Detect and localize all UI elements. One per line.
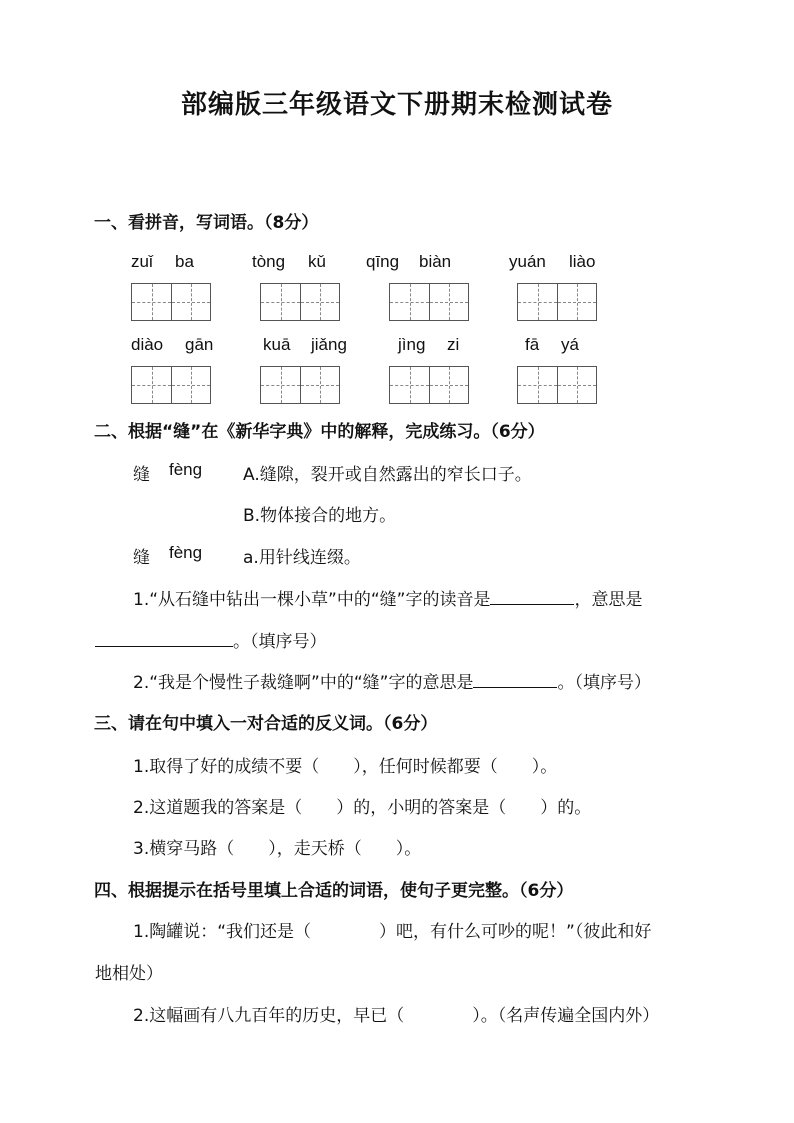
question-3-3: 3.横穿马路（ ），走天桥（ ）。 [133,839,422,859]
pinyin-2-b: kǔ [308,252,326,271]
writing-grid[interactable] [260,366,340,404]
pinyin-7-a: jìng [398,335,426,354]
pinyin-1-b: ba [175,252,194,271]
section-2-heading: 二、根据“缝”在《新华字典》中的解释，完成练习。（6分） [94,422,545,442]
writing-grid[interactable] [517,283,597,321]
writing-grid[interactable] [131,283,211,321]
question-4-1: 1.陶罐说：“我们还是（ ）吧，有什么可吵的呢！”（彼此和好 [133,922,652,942]
answer-blank[interactable] [490,588,574,605]
pinyin-3-b: biàn [419,252,452,271]
writing-grid[interactable] [260,283,340,321]
pinyin-4-b: liào [569,252,596,271]
q1-middle: ，意思是 [574,590,643,610]
q2-end: 。（填序号） [557,673,651,693]
section-4-heading: 四、根据提示在括号里填上合适的词语，使句子更完整。（6分） [94,881,574,901]
writing-grid[interactable] [389,366,469,404]
question-2-1-cont [95,627,327,652]
writing-grid[interactable] [131,366,211,404]
section-1-heading: 一、看拼音，写词语。（8分） [94,213,319,233]
pinyin-6-b: jiǎng [311,335,347,354]
pinyin-8-a: fā [525,335,540,354]
pinyin-3-a: qīng [366,252,400,271]
pinyin-6-a: kuā [263,335,291,354]
question-3-2: 2.这道题我的答案是（ ）的，小明的答案是（ ）的。 [133,798,592,818]
writing-grid[interactable] [517,366,597,404]
dict-char: 缝 [133,465,150,485]
pinyin-1-a: zuǐ [131,252,153,271]
pinyin-8-b: yá [561,335,579,354]
page-title: 部编版三年级语文下册期末检测试卷 [180,90,613,120]
question-2-1 [133,585,642,610]
dict-char: 缝 [133,548,150,568]
answer-blank[interactable] [473,671,557,688]
dict-pinyin-1: fèng [169,460,203,479]
answer-blank[interactable] [95,630,233,647]
writing-grid[interactable] [389,283,469,321]
q1-prefix: 1.“从石缝中钻出一棵小草”中的“缝”字的读音是 [133,590,491,610]
definition-c: a.用针线连缀。 [243,548,361,568]
question-3-1: 1.取得了好的成绩不要（ ），任何时候都要（ ）。 [133,757,558,777]
dict-pinyin-2: fèng [169,543,203,562]
definition-a: A.缝隙，裂开或自然露出的窄长口子。 [243,465,532,485]
pinyin-5-b: gān [185,335,214,354]
q1-end: 。（填序号） [233,632,327,652]
pinyin-5-a: diào [131,335,164,354]
pinyin-4-a: yuán [509,252,546,271]
q2-prefix: 2.“我是个慢性子裁缝啊”中的“缝”字的意思是 [133,673,474,693]
pinyin-2-a: tòng [252,252,286,271]
question-4-1-cont: 地相处） [95,964,163,984]
question-4-2: 2.这幅画有八九百年的历史，早已（ ）。（名声传遍全国内外） [133,1006,660,1026]
question-2-2 [133,668,651,693]
section-3-heading: 三、请在句中填入一对合适的反义词。（6分） [94,714,438,734]
pinyin-7-b: zi [447,335,460,354]
definition-b: B.物体接合的地方。 [243,506,397,526]
